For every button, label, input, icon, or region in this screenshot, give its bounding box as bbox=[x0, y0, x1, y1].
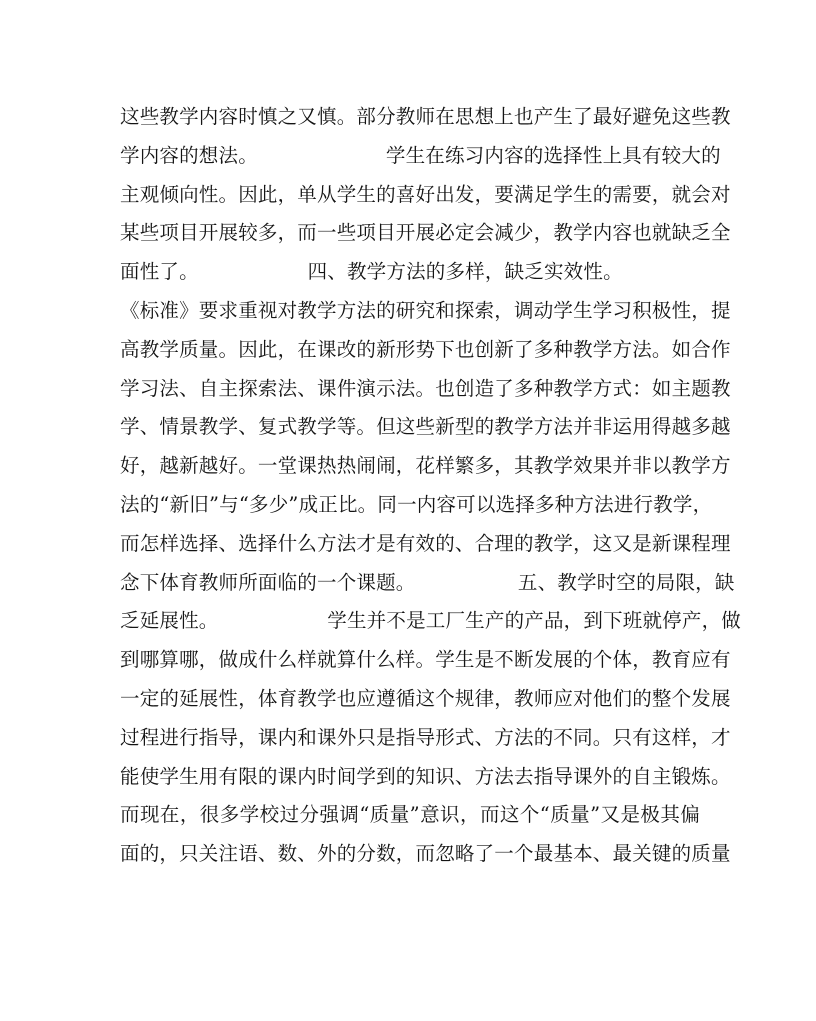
text-line: 到哪算哪，做成什么样就算什么样。学生是不断发展的个体，教育应有 bbox=[120, 648, 731, 672]
text-line: 学习法、自主探索法、课件演示法。也创造了多种教学方式：如主题教 bbox=[120, 376, 731, 400]
text-line: 高教学质量。因此，在课改的新形势下也创新了多种教学方法。如合作 bbox=[120, 337, 731, 361]
text-line: 能使学生用有限的课内时间学到的知识、方法去指导课外的自主锻炼。 bbox=[120, 764, 731, 788]
text-line: 学内容的想法。 学生在练习内容的选择性上具有较大的 bbox=[120, 143, 721, 167]
text-line: 念下体育教师所面临的一个课题。 五、教学时空的局限，缺 bbox=[120, 570, 735, 594]
text-line: 面性了。 四、教学方法的多样，缺乏实效性。 bbox=[120, 260, 623, 284]
text-line: 某些项目开展较多，而一些项目开展必定会减少，教学内容也就缺乏全 bbox=[120, 221, 731, 245]
text-line: 一定的延展性，体育教学也应遵循这个规律，教师应对他们的整个发展 bbox=[120, 686, 731, 710]
body-text bbox=[120, 98, 741, 874]
text-line: 过程进行指导，课内和课外只是指导形式、方法的不同。只有这样，才 bbox=[120, 725, 731, 749]
text-line: 法的“新旧”与“多少”成正比。同一内容可以选择多种方法进行教学， bbox=[120, 492, 713, 516]
text-line: 乏延展性。 学生并不是工厂生产的产品，到下班就停产，做 bbox=[120, 609, 741, 633]
text-line: 而现在，很多学校过分强调“质量”意识，而这个“质量”又是极其偏 bbox=[120, 803, 700, 827]
text-line: 好，越新越好。一堂课热热闹闹，花样繁多，其教学效果并非以教学方 bbox=[120, 454, 731, 478]
text-line: 这些教学内容时慎之又慎。部分教师在思想上也产生了最好避免这些教 bbox=[120, 105, 731, 128]
text-line: 《标准》要求重视对教学方法的研究和探索，调动学生学习积极性，提 bbox=[120, 298, 731, 322]
text-line: 主观倾向性。因此，单从学生的喜好出发，要满足学生的需要，就会对 bbox=[120, 182, 731, 206]
text-line: 而怎样选择、选择什么方法才是有效的、合理的教学，这又是新课程理 bbox=[120, 531, 731, 555]
text-line: 学、情景教学、复式教学等。但这些新型的教学方法并非运用得越多越 bbox=[120, 415, 731, 439]
text-line: 面的，只关注语、数、外的分数，而忽略了一个最基本、最关键的质量 bbox=[120, 842, 731, 866]
